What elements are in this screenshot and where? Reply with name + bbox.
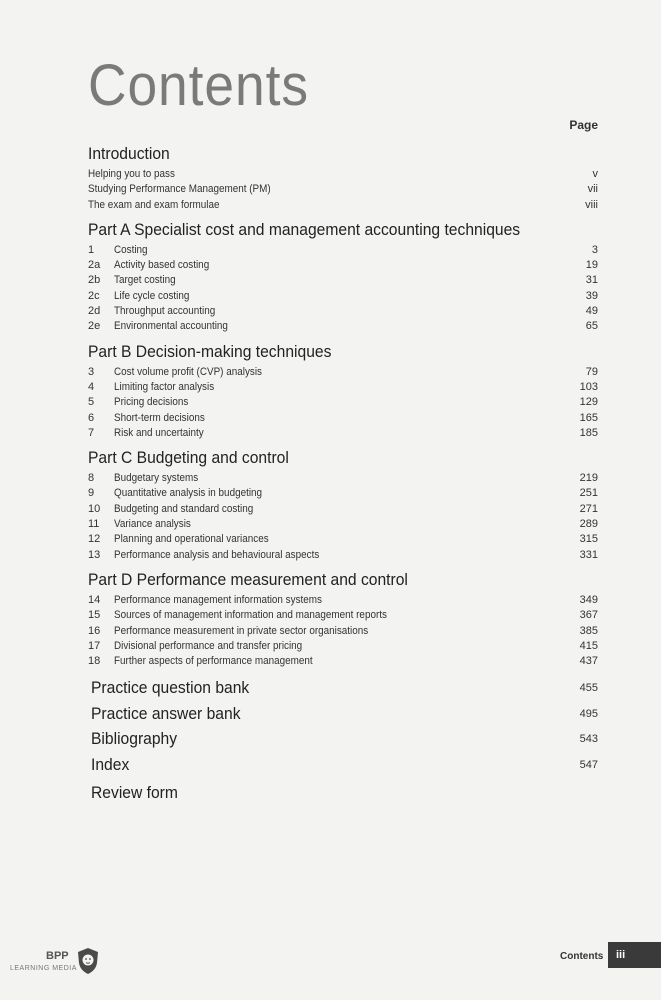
toc-entry-text: Risk and uncertainty [114,426,204,439]
chapter-number: 2c [88,289,100,302]
lion-shield-icon [76,947,100,975]
toc-page-number: 543 [579,733,598,746]
toc-entry-text: Budgetary systems [114,472,199,485]
section-title: Part A Specialist cost and management accounting techniques [88,219,521,239]
toc-entry-text: Review form [91,783,178,803]
toc-index [91,752,598,778]
chapter-number: 13 [88,548,101,561]
toc-page-number: 165 [579,411,598,424]
toc-entry-text: Limiting factor analysis [114,380,215,393]
toc-entry-text: Quantitative analysis in budgeting [114,487,263,500]
toc-section-part-d [88,569,598,669]
toc-entry-text: Practice question bank [91,678,250,698]
chapter-number: 6 [88,411,95,424]
chapter-number: 18 [88,655,101,668]
toc-entry-text: Throughput accounting [114,305,216,318]
toc-entry-text: Life cycle costing [114,289,190,302]
toc-row [88,365,598,380]
toc-row [88,273,598,288]
toc-row [88,167,598,182]
chapter-number: 5 [88,396,95,409]
publisher-logo [10,946,100,976]
section-title: Introduction [88,144,170,163]
toc-row [88,304,598,319]
toc-page-number: 65 [585,320,598,333]
toc-review-form [91,780,598,806]
toc-page-number: 185 [579,426,598,439]
toc-entry-text: Variance analysis [114,518,191,531]
toc-row [88,548,598,563]
toc-row [88,411,598,426]
chapter-number: 2a [88,259,101,272]
toc-practice-question-bank [91,675,598,701]
toc-page-number: 415 [579,639,598,652]
toc-page-number: 289 [579,518,598,531]
toc-row [88,289,598,304]
toc-section-part-a [88,219,598,335]
footer-page-number: iii [608,942,661,968]
section-title: Part C Budgeting and control [88,448,289,468]
toc-entry-text: Sources of management information and management reports [114,609,387,622]
chapter-number: 14 [88,593,101,606]
page-column-header: Page [569,118,598,132]
toc-page-number: 219 [579,472,598,485]
toc-entry-text: Environmental accounting [114,320,228,333]
toc-practice-answer-bank [91,701,598,727]
toc-page-number: 79 [585,365,598,378]
toc-row [88,517,598,532]
toc-entry-text: Practice answer bank [91,703,241,723]
toc-entry-text: Helping you to pass [88,168,175,180]
brand-name: BPP [46,950,69,962]
chapter-number: 17 [88,639,101,652]
toc-page-number: 455 [579,682,598,695]
toc-entry-text: Costing [114,243,148,256]
toc-entry-text: Short-term decisions [114,411,205,424]
toc-entry-text: Studying Performance Management (PM) [88,183,271,196]
toc-page-number: viii [585,198,598,211]
toc-page-number: 385 [579,624,598,637]
toc-row [88,624,598,639]
toc-page-number: 251 [579,487,598,500]
footer-section-label: Contents [560,951,604,962]
toc-row [88,502,598,517]
chapter-number: 15 [88,609,101,622]
chapter-number: 8 [88,472,95,485]
chapter-number: 1 [88,243,95,256]
toc-page-number: 331 [579,548,598,561]
toc-entry-text: Budgeting and standard costing [114,502,254,515]
table-of-contents [88,143,598,806]
section-title: Part B Decision-making techniques [88,341,332,361]
toc-page-number: 103 [579,380,598,393]
toc-row [88,426,598,441]
chapter-number: 2b [88,274,101,287]
page-title: Contents [88,53,309,118]
toc-entry-text: Further aspects of performance management [114,655,313,668]
toc-page-number: 367 [579,609,598,622]
toc-page-number: 315 [579,533,598,546]
toc-entry-text: Index [91,754,130,774]
chapter-number: 4 [88,380,95,393]
toc-page-number: 39 [585,289,598,302]
brand-subtitle: LEARNING MEDIA [10,965,77,972]
toc-page-number: 437 [579,655,598,668]
chapter-number: 12 [88,533,101,546]
toc-page-number: 547 [579,758,598,771]
toc-page-number: 3 [591,243,598,256]
toc-row [88,532,598,547]
toc-row [88,380,598,395]
toc-entry-text: Performance measurement in private sector organisations [114,624,369,637]
toc-page-number: 495 [579,707,598,720]
toc-page-number: vii [587,183,598,196]
toc-entry-text: Planning and operational variances [114,533,269,546]
toc-page-number: 129 [579,396,598,409]
toc-section-part-b [88,341,598,441]
toc-row [88,608,598,623]
toc-entry-text: Target costing [114,274,176,287]
chapter-number: 3 [88,365,95,378]
toc-page-number: 31 [585,274,598,287]
toc-entry-text: Divisional performance and transfer pricing [114,639,303,652]
toc-entry-text: Bibliography [91,729,178,749]
toc-entry-text: Activity based costing [114,259,210,272]
toc-section-introduction [88,143,598,213]
toc-row [88,654,598,669]
toc-section-part-c [88,447,598,563]
toc-page-number: v [592,168,598,180]
chapter-number: 2e [88,320,101,333]
toc-page-number: 271 [579,502,598,515]
toc-bibliography [91,726,598,752]
chapter-number: 2d [88,305,101,318]
toc-row [88,639,598,654]
toc-page-number: 349 [579,593,598,606]
section-title: Part D Performance measurement and control [88,569,408,589]
toc-row [88,258,598,273]
toc-entry-text: Performance analysis and behavioural aspects [114,548,320,561]
toc-row [88,243,598,258]
chapter-number: 7 [88,426,95,439]
toc-row [88,471,598,486]
toc-entry-text: Cost volume profit (CVP) analysis [114,365,263,378]
chapter-number: 11 [88,518,100,531]
toc-page-number: 19 [585,259,598,272]
toc-row [88,593,598,608]
toc-entry-text: Pricing decisions [114,396,189,409]
chapter-number: 9 [88,487,95,500]
toc-row [88,486,598,501]
toc-row [88,198,598,213]
toc-entry-text: Performance management information systems [114,593,322,606]
toc-page-number: 49 [585,305,598,318]
chapter-number: 16 [88,624,101,637]
chapter-number: 10 [88,502,101,515]
toc-entry-text: The exam and exam formulae [88,198,220,211]
toc-row [88,182,598,197]
toc-row [88,319,598,334]
toc-row [88,395,598,410]
